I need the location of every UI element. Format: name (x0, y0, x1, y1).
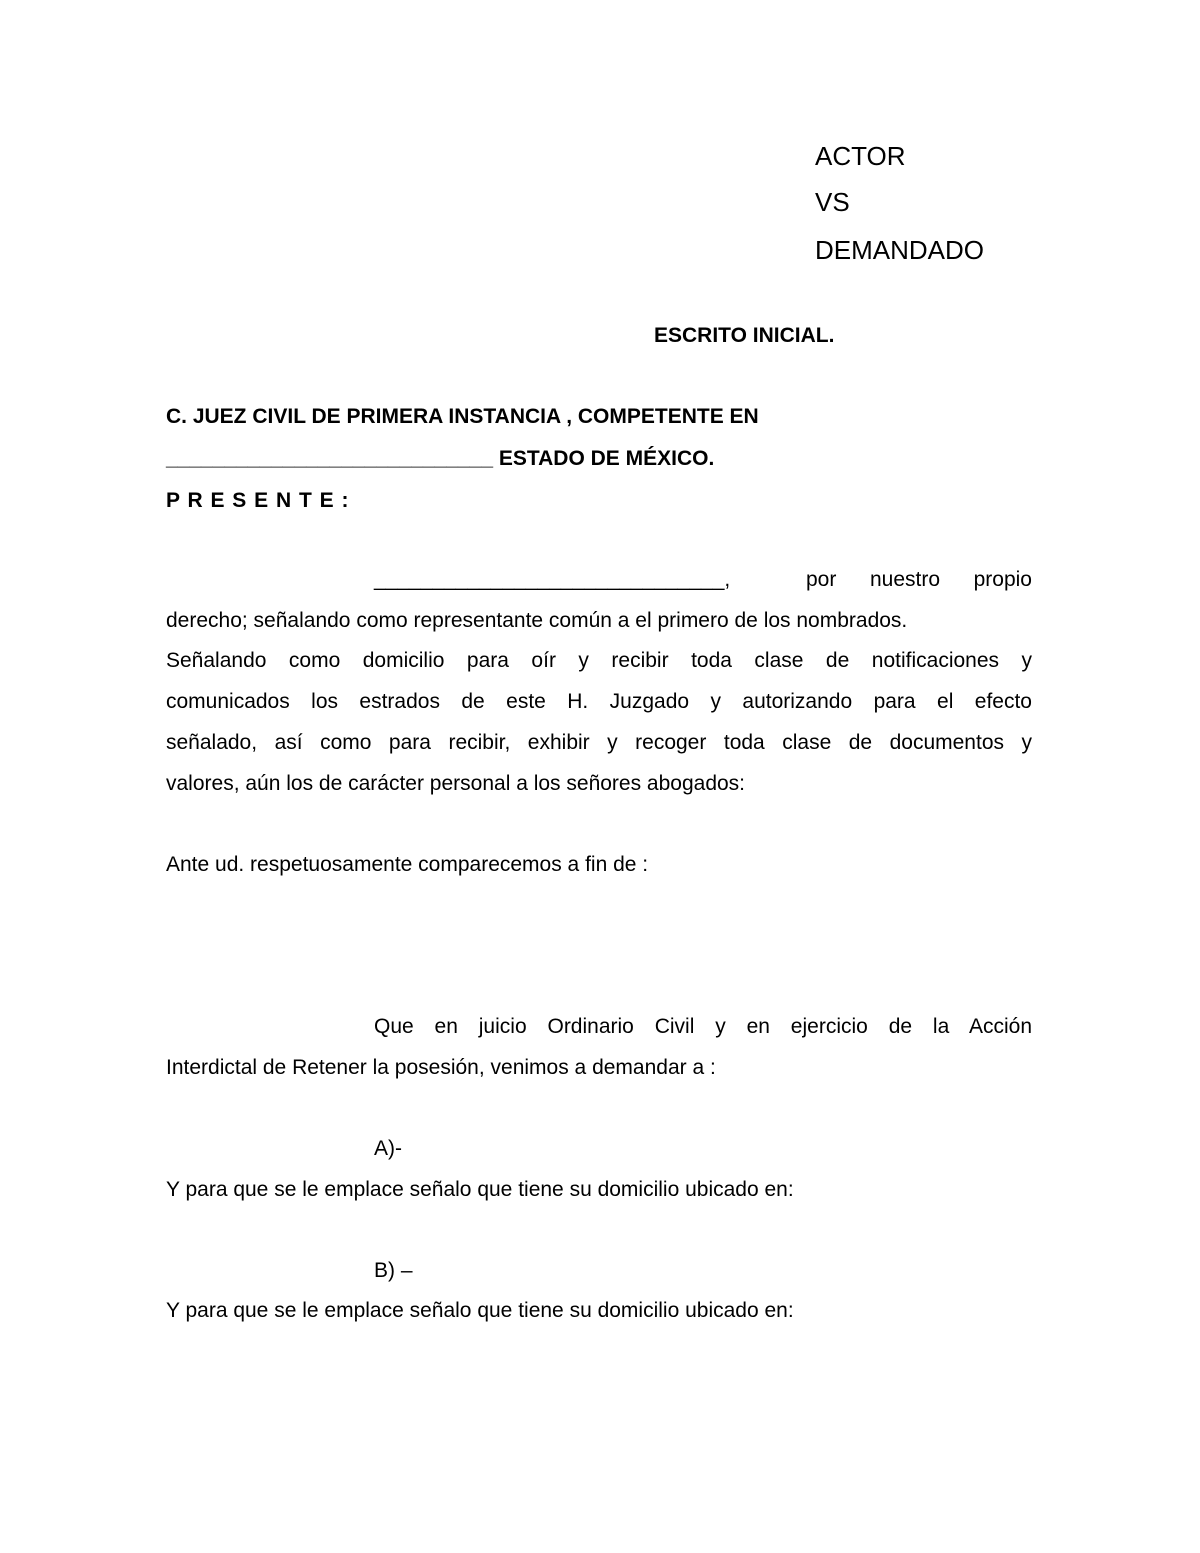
intro-line-1-rest: por nuestro propio (806, 568, 1032, 591)
addressee-line-1: C. JUEZ CIVIL DE PRIMERA INSTANCIA , COMPETENTE EN (166, 405, 759, 428)
name-blank: ______________________________, (374, 568, 731, 591)
claim-line-1: Que en juicio Ordinario Civil y en ejercicio de la Acción (374, 1015, 1032, 1038)
document-title: ESCRITO INICIAL. (654, 324, 835, 347)
intro-line-5: señalado, así como para recibir, exhibir y recoger toda clase de documentos y (166, 731, 1032, 754)
defendant-label: DEMANDADO (815, 235, 985, 265)
appearance-line: Ante ud. respetuosamente comparecemos a fin de : (166, 853, 649, 876)
intro-line-4: comunicados los estrados de este H. Juzgado y autorizando para el efecto (166, 690, 1032, 713)
defendant-a-address: Y para que se le emplace señalo que tiene su domicilio ubicado en: (166, 1178, 794, 1201)
presente-line: P R E S E N T E : (166, 489, 350, 512)
defendant-b-label: B) – (374, 1259, 413, 1282)
claim-line-2: Interdictal de Retener la posesión, venimos a demandar a : (166, 1056, 716, 1079)
intro-line-3: Señalando como domicilio para oír y recibir toda clase de notificaciones y (166, 649, 1032, 672)
actor-label: ACTOR (815, 141, 906, 171)
addressee-line-2: ____________________________ ESTADO DE MÉXICO. (166, 447, 715, 470)
defendant-b-address: Y para que se le emplace señalo que tiene su domicilio ubicado en: (166, 1299, 794, 1322)
intro-line-2: derecho; señalando como representante común a el primero de los nombrados. (166, 609, 908, 632)
defendant-a-label: A)- (374, 1137, 402, 1160)
intro-line-6: valores, aún los de carácter personal a los señores abogados: (166, 772, 746, 795)
vs-label: VS (815, 187, 850, 217)
